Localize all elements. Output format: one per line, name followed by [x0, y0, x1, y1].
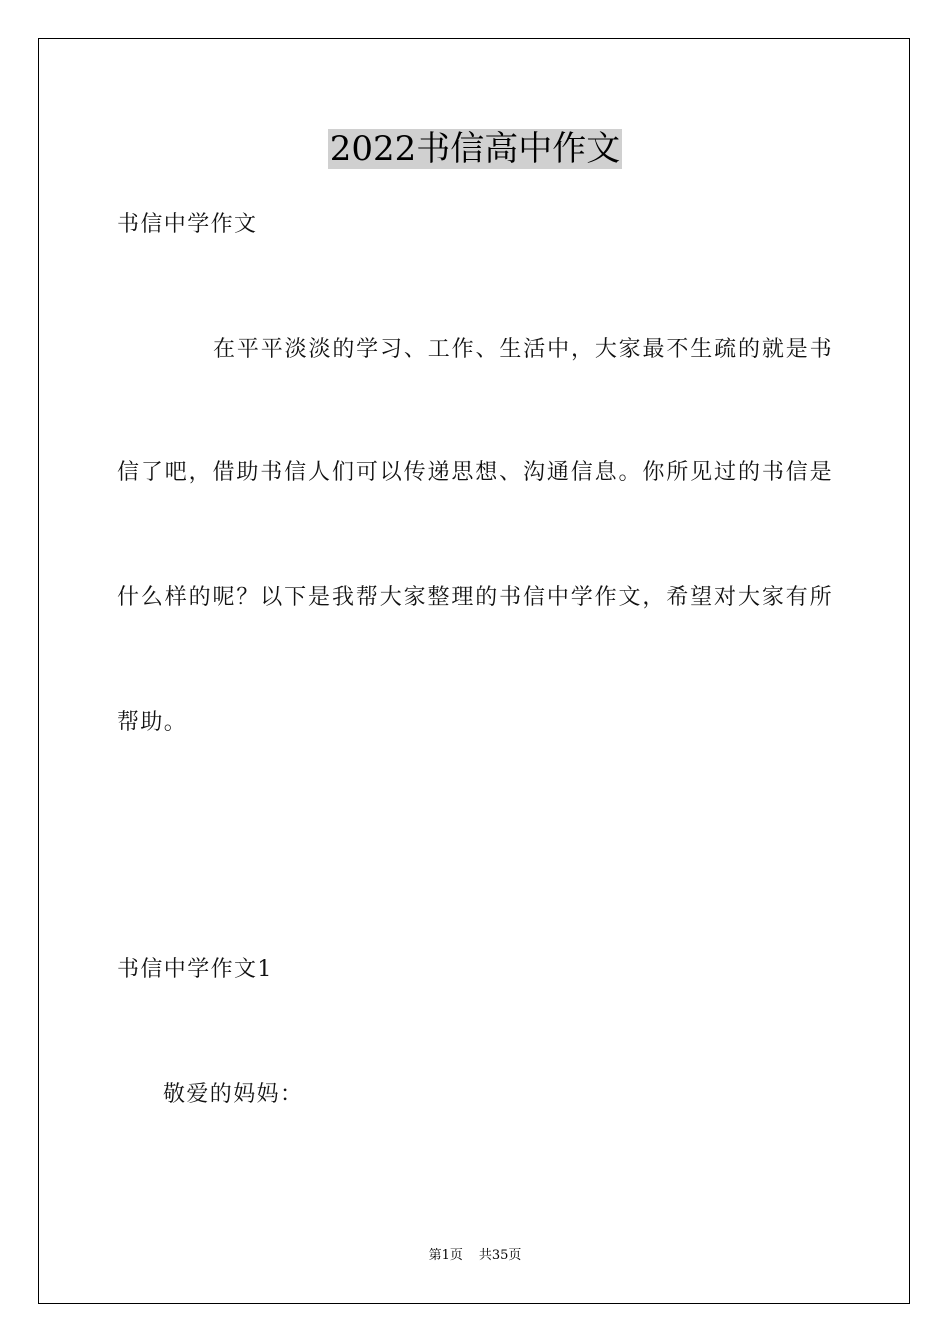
intro-line-3: 什么样的呢？以下是我帮大家整理的书信中学作文，希望对大家有所: [117, 585, 833, 610]
document-title-text: 2022书信高中作文: [329, 129, 621, 169]
page-number-current: 第1页: [428, 1248, 463, 1263]
intro-line-4: 帮助。: [117, 710, 188, 735]
page-footer: [0, 1246, 950, 1266]
document-subtitle: 书信中学作文: [117, 212, 258, 237]
intro-line-1: 在平平淡淡的学习、工作、生活中，大家最不生疏的就是书: [213, 337, 833, 362]
intro-line-2: 信了吧，借助书信人们可以传递思想、沟通信息。你所见过的书信是: [117, 460, 833, 485]
section-heading: 书信中学作文1: [117, 957, 273, 982]
page-number-total: 共35页: [478, 1248, 522, 1263]
document-title: [0, 124, 950, 174]
letter-salutation: 敬爱的妈妈：: [163, 1082, 304, 1107]
